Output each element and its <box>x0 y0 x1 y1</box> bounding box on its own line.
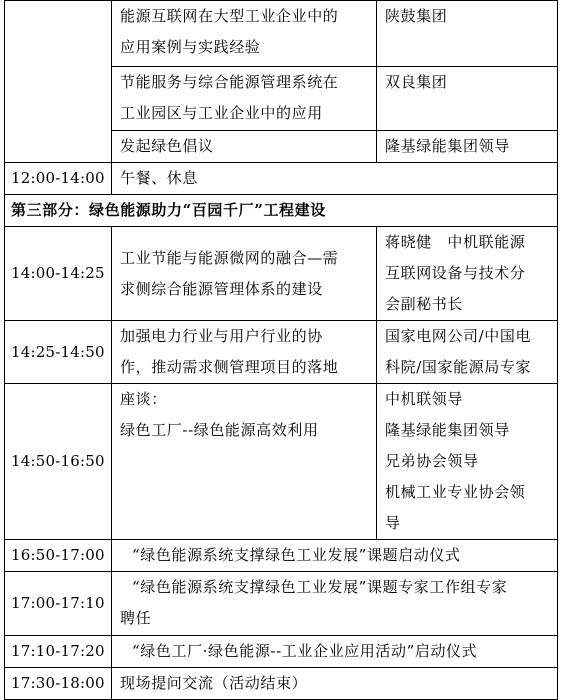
topic-cell: 节能服务与综合能源管理系统在 工业园区与工业企业中的应用 <box>112 67 377 131</box>
content-cell: 午餐、休息 <box>112 163 558 195</box>
speaker-cell: 隆基绿能集团领导 <box>377 131 558 163</box>
time-cell: 17:00-17:10 <box>5 572 112 636</box>
topic-cell: 能源互联网在大型工业企业中的 应用案例与实践经验 <box>112 1 377 67</box>
speaker-cell: 蒋晓健 中机联能源 互联网设备与技术分 会副秘书长 <box>377 227 558 321</box>
table-row <box>5 1 558 67</box>
table-row <box>5 540 558 572</box>
time-cell: 14:00-14:25 <box>5 227 112 321</box>
table-row <box>5 321 558 384</box>
table-row <box>5 668 558 700</box>
agenda-table <box>4 0 558 700</box>
table-row <box>5 227 558 321</box>
speaker-cell: 双良集团 <box>377 67 558 131</box>
table-row <box>5 384 558 540</box>
time-cell: 14:50-16:50 <box>5 384 112 540</box>
time-cell-empty <box>5 1 112 163</box>
time-cell: 14:25-14:50 <box>5 321 112 384</box>
content-cell: “绿色能源系统支撑绿色工业发展”课题启动仪式 <box>112 540 558 572</box>
topic-cell: 工业节能与能源微网的融合—需 求侧综合能源管理体系的建设 <box>112 227 377 321</box>
table-row <box>5 636 558 668</box>
content-cell: 现场提问交流（活动结束） <box>112 668 558 700</box>
topic-cell: 座谈： 绿色工厂--绿色能源高效利用 <box>112 384 377 540</box>
speaker-cell: 中机联领导 隆基绿能集团领导 兄弟协会领导 机械工业专业协会领 导 <box>377 384 558 540</box>
section-title: 第三部分：绿色能源助力“百园千厂”工程建设 <box>5 195 558 227</box>
table-row <box>5 572 558 636</box>
time-cell: 17:30-18:00 <box>5 668 112 700</box>
table-row <box>5 163 558 195</box>
speaker-cell: 陕鼓集团 <box>377 1 558 67</box>
topic-cell: 发起绿色倡议 <box>112 131 377 163</box>
time-cell: 17:10-17:20 <box>5 636 112 668</box>
time-cell: 16:50-17:00 <box>5 540 112 572</box>
section-header-row <box>5 195 558 227</box>
topic-cell: 加强电力行业与用户行业的协 作，推动需求侧管理项目的落地 <box>112 321 377 384</box>
speaker-cell: 国家电网公司/中国电 科院/国家能源局专家 <box>377 321 558 384</box>
time-cell: 12:00-14:00 <box>5 163 112 195</box>
content-cell: “绿色能源系统支撑绿色工业发展”课题专家工作组专家 聘任 <box>112 572 558 636</box>
content-cell: “绿色工厂·绿色能源--工业企业应用活动”启动仪式 <box>112 636 558 668</box>
